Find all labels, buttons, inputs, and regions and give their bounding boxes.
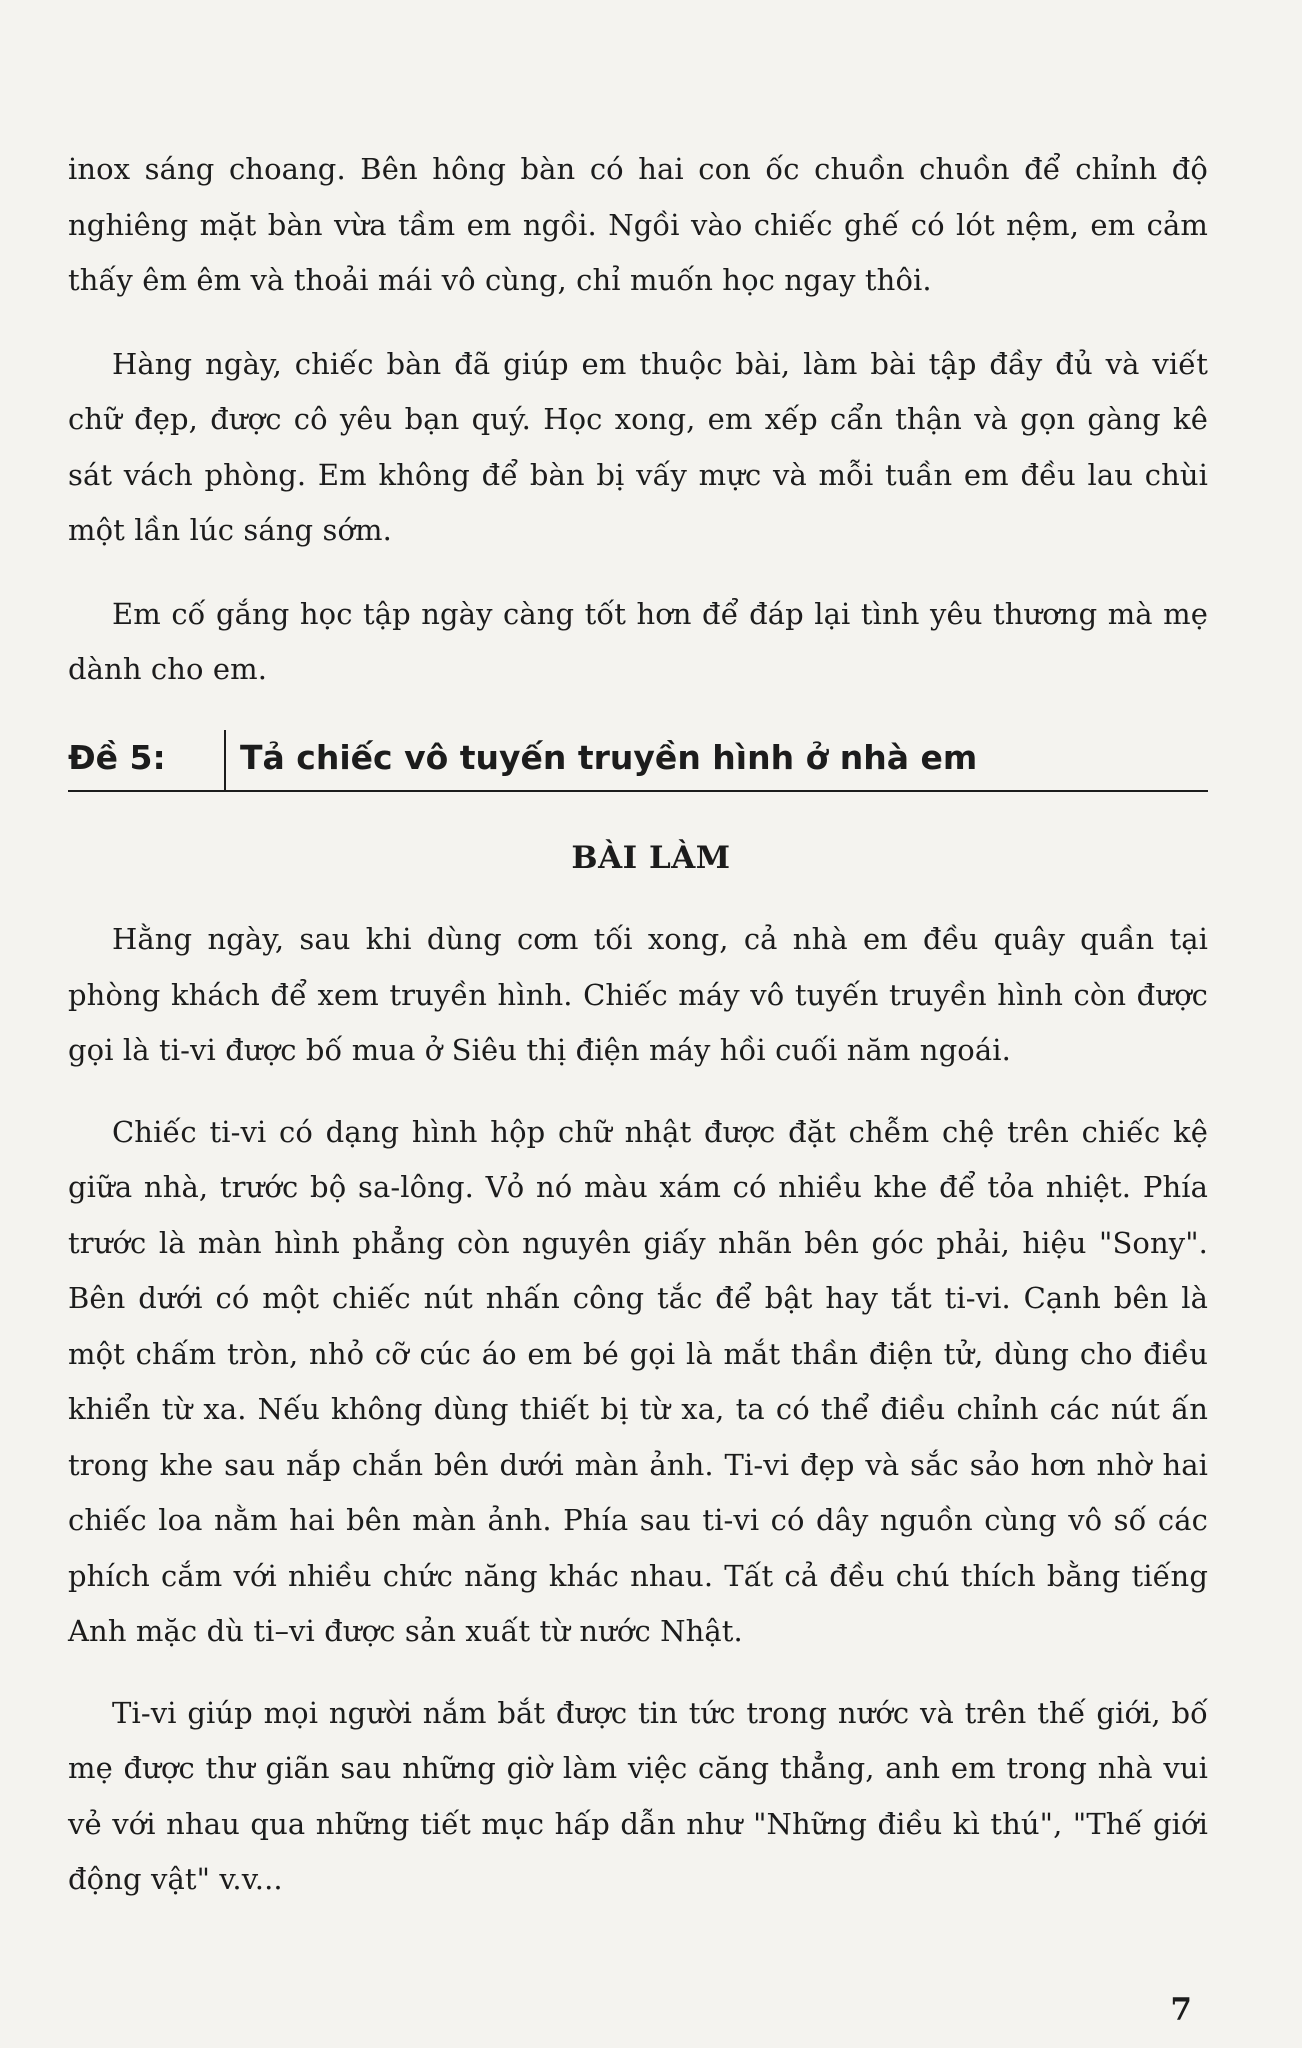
paragraph: Hằng ngày, sau khi dùng cơm tối xong, cả nhà em đều quây quần tại phòng khách để xem truyền hình. Chiếc máy vô tuyến truyền hình còn được gọi là ti-vi được bố mua ở Siêu thị điện máy hồi cuối năm ngoái. <box>68 922 1208 1067</box>
heading-underline <box>68 790 1208 792</box>
paragraph: inox sáng choang. Bên hông bàn có hai con ốc chuồn chuồn để chỉnh độ nghiêng mặt bàn vừa tầm em ngồi. Ngồi vào chiếc ghế có lót nệm, em cảm thấy êm êm và thoải mái vô cùng, chỉ muốn học ngay thôi. <box>68 152 1208 297</box>
paragraph: Chiếc ti-vi có dạng hình hộp chữ nhật được đặt chễm chệ trên chiếc kệ giữa nhà, trước bộ sa-lông. Vỏ nó màu xám có nhiều khe để tỏa nhiệt. Phía trước là màn hình phẳng còn nguyên giấy nhãn bên góc phải, hiệu "Sony". Bên dưới có một chiếc nút nhấn công tắc để bật hay tắt ti-vi. Cạnh bên là một chấm tròn, nhỏ cỡ cúc áo em bé gọi là mắt thần điện tử, dùng cho điều khiển từ xa. Nếu không dùng thiết bị từ xa, ta có thể điều chỉnh các nút ấn trong khe sau nắp chắn bên dưới màn ảnh. Ti-vi đẹp và sắc sảo hơn nhờ hai chiếc loa nằm hai bên màn ảnh. Phía sau ti-vi có dây nguồn cùng vô số các phích cắm với nhiều chức năng khác nhau. Tất cả đều chú thích bằng tiếng Anh mặc dù ti–vi được sản xuất từ nước Nhật. <box>68 1114 1208 1648</box>
exercise-label: Đề 5: <box>68 738 166 777</box>
previous-essay-continuation <box>68 142 1208 698</box>
essay-body <box>68 912 1208 1908</box>
page-number: 7 <box>1170 1992 1192 2028</box>
exercise-heading <box>68 728 1208 792</box>
paragraph: Hàng ngày, chiếc bàn đã giúp em thuộc bài, làm bài tập đầy đủ và viết chữ đẹp, được cô yêu bạn quý. Học xong, em xếp cẩn thận và gọn gàng kê sát vách phòng. Em không để bàn bị vấy mực và mỗi tuần em đều lau chùi một lần lúc sáng sớm. <box>68 346 1208 547</box>
section-title: BÀI LÀM <box>571 840 731 876</box>
paragraph: Em cố gắng học tập ngày càng tốt hơn để đáp lại tình yêu thương mà mẹ dành cho em. <box>68 596 1208 686</box>
paragraph: Ti-vi giúp mọi người nắm bắt được tin tức trong nước và trên thế giới, bố mẹ được thư giãn sau những giờ làm việc căng thẳng, anh em trong nhà vui vẻ với nhau qua những tiết mục hấp dẫn như "Những điều kì thú", "Thế giới động vật" v.v... <box>68 1695 1208 1896</box>
exercise-title: Tả chiếc vô tuyến truyền hình ở nhà em <box>240 738 978 777</box>
heading-divider <box>224 730 226 790</box>
